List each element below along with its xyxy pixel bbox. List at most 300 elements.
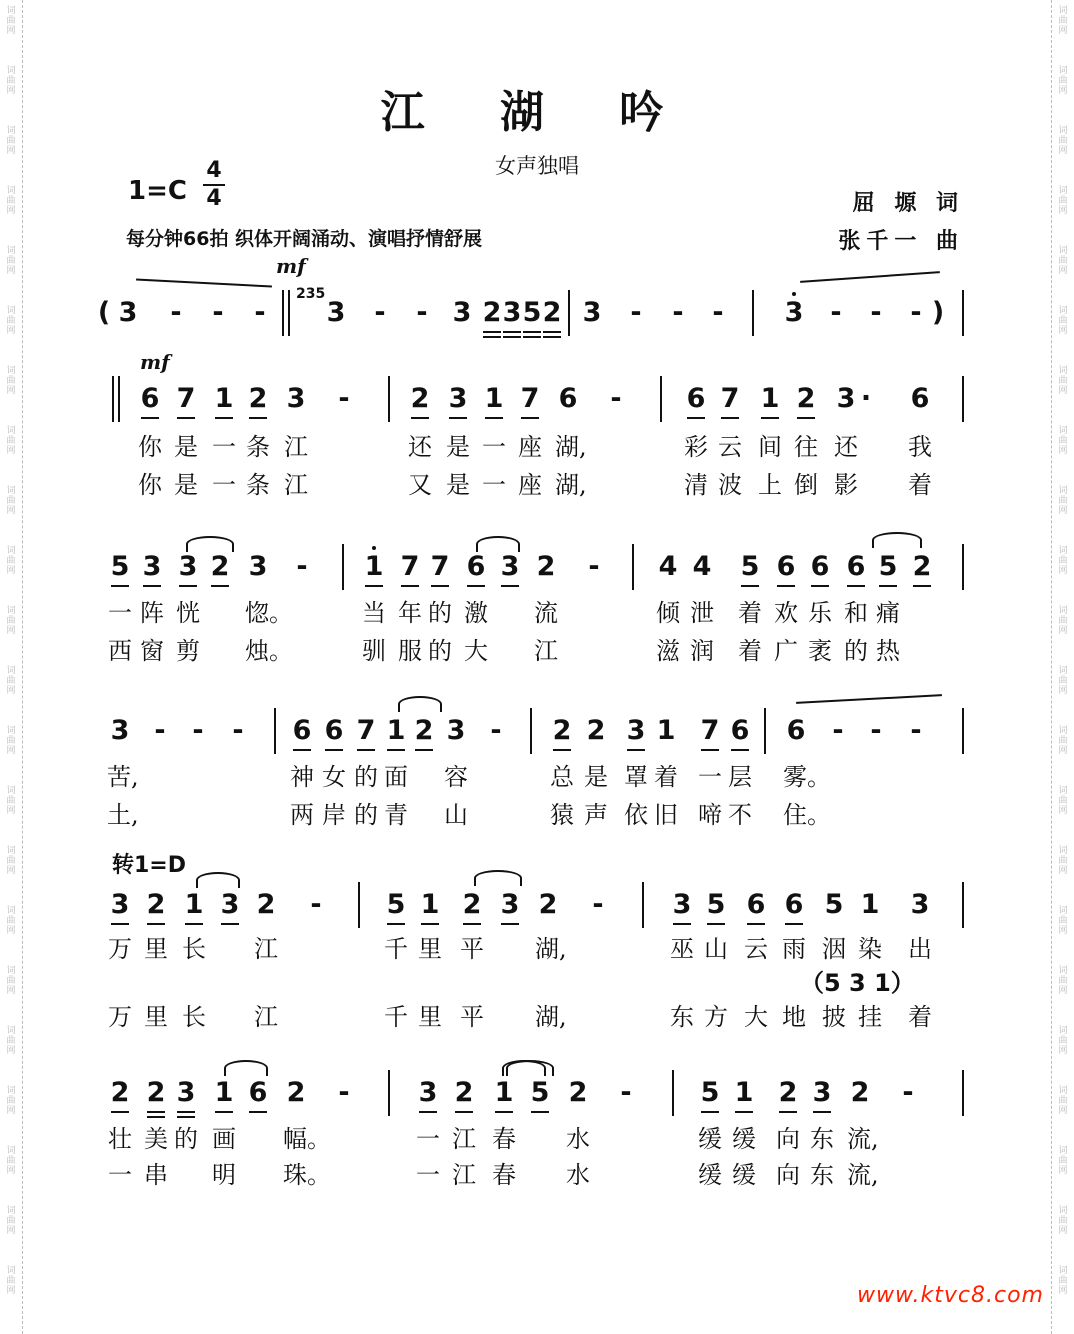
note: 3 <box>326 297 346 328</box>
lyric-char: 湖, <box>555 433 587 461</box>
watermark-text: 词 曲 网 <box>6 66 16 96</box>
watermark-text: 词 曲 网 <box>1058 726 1068 756</box>
note: 3 <box>784 297 804 328</box>
dynamic-marking-verse: mf <box>140 350 170 374</box>
tie-arc <box>506 1060 554 1076</box>
watermark-text: 词 曲 网 <box>6 606 16 636</box>
note: 3 <box>626 715 646 746</box>
note: 6 <box>686 383 706 414</box>
lyric-char: 着 <box>908 1003 932 1031</box>
barline <box>530 708 532 754</box>
lyric-char: 条 <box>246 433 270 461</box>
note: ) <box>931 297 945 328</box>
lyric-char: 是 <box>446 471 470 499</box>
lyric-char: 的 <box>428 599 452 627</box>
note: 1 <box>184 889 204 920</box>
cue-notes-row <box>0 968 1074 998</box>
note: - <box>490 715 502 746</box>
lyric-char: 你 <box>138 471 162 499</box>
note: 2 <box>538 889 558 920</box>
lyric-char: 神 <box>290 763 314 791</box>
lyric-char: 剪 <box>176 637 200 665</box>
lyric-char: 声 <box>584 801 608 829</box>
note: 6 <box>746 889 766 920</box>
note: 6 <box>810 551 830 582</box>
barline <box>672 1070 674 1116</box>
lyric-char: 啼 <box>698 801 722 829</box>
barline <box>568 290 570 336</box>
note: 5 <box>700 1077 720 1108</box>
lyric-char: 江 <box>452 1125 476 1153</box>
note: 2 <box>110 1077 130 1108</box>
barline <box>962 882 964 928</box>
watermark-text: 词 曲 网 <box>1058 786 1068 816</box>
barline <box>962 290 964 336</box>
lyric-char: 平 <box>460 1003 484 1031</box>
note: 3 <box>502 297 522 328</box>
barline <box>962 544 964 590</box>
watermark-text: 词 曲 网 <box>1058 966 1068 996</box>
lyric-char: 串 <box>144 1161 168 1189</box>
watermark-text: 词 曲 网 <box>6 306 16 336</box>
note: 5 <box>740 551 760 582</box>
lyric-char: 长 <box>182 1003 206 1031</box>
note: - <box>902 1077 914 1108</box>
lyric-char: 壮 <box>108 1125 132 1153</box>
note: 2 <box>542 297 562 328</box>
note: - <box>588 551 600 582</box>
lyric-char: 春 <box>492 1125 516 1153</box>
lyric-char: 乐 <box>808 599 832 627</box>
lyric-char: 江 <box>534 637 558 665</box>
note: 1 <box>494 1077 514 1108</box>
time-top: 4 <box>206 158 222 183</box>
barline <box>282 290 284 336</box>
time-bottom: 4 <box>203 184 225 212</box>
watermark-text: 词 曲 网 <box>1058 6 1068 36</box>
watermark-text: 词 曲 网 <box>1058 666 1068 696</box>
lyric-line-v1_4 <box>0 934 1074 964</box>
lyric-line-v1_3 <box>0 762 1074 792</box>
note: 2 <box>482 297 502 328</box>
watermark-text: 词 曲 网 <box>6 426 16 456</box>
lyric-char: 的 <box>428 637 452 665</box>
lyric-char: 又 <box>408 471 432 499</box>
note: 6 <box>786 715 806 746</box>
lyric-line-v1_5 <box>0 1124 1074 1154</box>
lyric-char: 是 <box>174 471 198 499</box>
note: 6 <box>140 383 160 414</box>
lyric-char: 上 <box>758 471 782 499</box>
lyric-char: 江 <box>284 471 308 499</box>
lyric-char: 画 <box>212 1125 236 1153</box>
tie-arc <box>186 536 234 552</box>
barline <box>342 544 344 590</box>
note: - <box>712 297 724 328</box>
note: 3 <box>178 551 198 582</box>
lyric-char: 是 <box>174 433 198 461</box>
note: 2 <box>248 383 268 414</box>
lyric-line-v2_2 <box>0 636 1074 666</box>
note: 7 <box>356 715 376 746</box>
note: 3 <box>220 889 240 920</box>
lyric-char: 雨 <box>782 935 806 963</box>
note: 6 <box>846 551 866 582</box>
lyric-char: 里 <box>418 935 442 963</box>
lyric-char: 服 <box>398 637 422 665</box>
lyric-char: 水 <box>566 1125 590 1153</box>
lyric-char: 恍 <box>176 599 200 627</box>
lyric-char: 总 <box>550 763 574 791</box>
watermark-text: 词 曲 网 <box>1058 546 1068 576</box>
watermark-text: 词 曲 网 <box>6 6 16 36</box>
note: - <box>192 715 204 746</box>
note: · <box>860 383 872 414</box>
barline <box>388 376 390 422</box>
lyric-char: 的 <box>354 801 378 829</box>
note: 2 <box>286 1077 306 1108</box>
note: - <box>610 383 622 414</box>
lyric-char: 一 <box>212 433 236 461</box>
barline <box>388 1070 390 1116</box>
modulation-marking: 转1=D <box>112 853 187 878</box>
lyric-char: 旧 <box>654 801 678 829</box>
note: - <box>630 297 642 328</box>
lyric-char: 山 <box>444 801 468 829</box>
note: 6 <box>730 715 750 746</box>
watermark-text: 词 曲 网 <box>1058 1086 1068 1116</box>
lyric-char: 东 <box>810 1125 834 1153</box>
lyric-char: 湖, <box>535 1003 567 1031</box>
barline <box>274 708 276 754</box>
barline <box>118 376 120 422</box>
lyric-char: 倒 <box>794 471 818 499</box>
lyric-char: 千 <box>384 935 408 963</box>
note: - <box>620 1077 632 1108</box>
watermark-text: 词 曲 网 <box>1058 1146 1068 1176</box>
watermark-text: 词 曲 网 <box>6 486 16 516</box>
lyric-char: 痛 <box>876 599 900 627</box>
lyric-char: 缓 <box>698 1125 722 1153</box>
tie-arc <box>224 1060 268 1076</box>
lyric-char: 云 <box>718 433 742 461</box>
lyric-line-v2_5 <box>0 1160 1074 1190</box>
barline <box>764 708 766 754</box>
lyric-char: 土, <box>107 801 139 829</box>
lyric-char: 雾。 <box>783 763 831 791</box>
note: - <box>374 297 386 328</box>
lyric-char: 烛。 <box>245 637 293 665</box>
watermark-text: 词 曲 网 <box>6 1086 16 1116</box>
note: 1 <box>734 1077 754 1108</box>
lyric-char: 里 <box>144 935 168 963</box>
note: 3 <box>500 551 520 582</box>
lyric-char: 江 <box>254 935 278 963</box>
lyric-char: 缓 <box>698 1161 722 1189</box>
watermark-text: 词 曲 网 <box>6 966 16 996</box>
lyric-char: 美 <box>144 1125 168 1153</box>
note: - <box>254 297 266 328</box>
note: 2 <box>912 551 932 582</box>
watermark-text: 词 曲 网 <box>1058 1026 1068 1056</box>
note: - <box>416 297 428 328</box>
watermark-text: 词 曲 网 <box>1058 906 1068 936</box>
note: 3 <box>448 383 468 414</box>
lyric-char: 泄 <box>690 599 714 627</box>
note: 2 <box>210 551 230 582</box>
watermark-text: 词 曲 网 <box>1058 846 1068 876</box>
barline <box>752 290 754 336</box>
note: 3 <box>812 1077 832 1108</box>
note: 7 <box>700 715 720 746</box>
lyric-char: 长 <box>182 935 206 963</box>
note: - <box>910 297 922 328</box>
lyric-char: 里 <box>418 1003 442 1031</box>
barline <box>962 708 964 754</box>
note: - <box>832 715 844 746</box>
lyric-char: 万 <box>108 1003 132 1031</box>
note: - <box>870 715 882 746</box>
slur-line <box>800 271 940 283</box>
lyric-line-v2_1 <box>0 470 1074 500</box>
lyric-char: 还 <box>408 433 432 461</box>
cue-notes: （5 3 1） <box>800 969 915 997</box>
lyric-char: 披 <box>822 1003 846 1031</box>
lyric-char: 面 <box>384 763 408 791</box>
note: 7 <box>400 551 420 582</box>
note: 5 <box>824 889 844 920</box>
note: 4 <box>692 551 712 582</box>
lyric-char: 东 <box>810 1161 834 1189</box>
watermark-text: 词 曲 网 <box>1058 606 1068 636</box>
lyric-line-v2_4 <box>0 1002 1074 1032</box>
note: 3 <box>176 1077 196 1108</box>
song-title: 江 湖 吟 <box>380 87 694 138</box>
lyric-char: 湖, <box>535 935 567 963</box>
lyric-char: 巫 <box>670 935 694 963</box>
lyric-char: 方 <box>704 1003 728 1031</box>
lyric-char: 岸 <box>322 801 346 829</box>
note: 1 <box>484 383 504 414</box>
note: 3 <box>248 551 268 582</box>
note: 5 <box>530 1077 550 1108</box>
note: 2 <box>586 715 606 746</box>
watermark-text: 词 曲 网 <box>1058 66 1068 96</box>
lyric-char: 大 <box>744 1003 768 1031</box>
lyric-char: 水 <box>566 1161 590 1189</box>
lyric-char: 江 <box>254 1003 278 1031</box>
note: ( <box>97 297 111 328</box>
lyric-char: 染 <box>858 935 882 963</box>
lyric-char: 苦, <box>107 763 139 791</box>
lyric-char: 波 <box>718 471 742 499</box>
barline <box>962 1070 964 1116</box>
watermark-text: 词 曲 网 <box>6 366 16 396</box>
tie-arc <box>398 696 442 712</box>
lyric-char: 间 <box>758 433 782 461</box>
tie-arc <box>872 532 922 548</box>
tempo-marking: 每分钟66拍 织体开阔涌动、演唱抒情舒展 <box>126 228 483 250</box>
lyric-char: 一 <box>108 1161 132 1189</box>
note: 1 <box>214 383 234 414</box>
note: - <box>830 297 842 328</box>
lyric-char: 年 <box>398 599 422 627</box>
watermark-text: 词 曲 网 <box>1058 426 1068 456</box>
slur-line <box>796 694 942 704</box>
note: 5 <box>522 297 542 328</box>
lyric-char: 万 <box>108 935 132 963</box>
watermark-text: 词 曲 网 <box>1058 246 1068 276</box>
lyric-char: 滋 <box>656 637 680 665</box>
lyric-char: 着 <box>654 763 678 791</box>
note: 6 <box>910 383 930 414</box>
lyric-char: 一 <box>416 1161 440 1189</box>
lyric-char: 的 <box>844 637 868 665</box>
note: 6 <box>248 1077 268 1108</box>
lyric-char: 惚。 <box>245 599 293 627</box>
note: 7 <box>520 383 540 414</box>
barline <box>962 376 964 422</box>
lyric-char: 驯 <box>362 637 386 665</box>
note: - <box>910 715 922 746</box>
lyric-char: 地 <box>782 1003 806 1031</box>
watermark-text: 词 曲 网 <box>6 786 16 816</box>
watermark-text: 词 曲 网 <box>1058 186 1068 216</box>
note: 3 <box>110 889 130 920</box>
note: 3 <box>286 383 306 414</box>
lyric-char: 猿 <box>550 801 574 829</box>
watermark-text: 词 曲 网 <box>1058 1266 1068 1296</box>
lyric-char: 流, <box>847 1161 879 1189</box>
watermark-text: 词 曲 网 <box>6 246 16 276</box>
lyric-char: 容 <box>444 763 468 791</box>
lyric-char: 女 <box>322 763 346 791</box>
lyric-char: 珠。 <box>283 1161 331 1189</box>
note: 7 <box>720 383 740 414</box>
lyric-char: 流 <box>534 599 558 627</box>
note: 3 <box>118 297 138 328</box>
site-url: www.ktvc8.com <box>856 1283 1044 1308</box>
tie-arc <box>476 536 520 552</box>
lyric-char: 座 <box>518 433 542 461</box>
note: 1 <box>760 383 780 414</box>
lyric-char: 你 <box>138 433 162 461</box>
note: - <box>870 297 882 328</box>
lyric-char: 一 <box>212 471 236 499</box>
lyric-char: 明 <box>212 1161 236 1189</box>
lyric-char: 窗 <box>140 637 164 665</box>
note: 3 <box>500 889 520 920</box>
lyric-char: 是 <box>584 763 608 791</box>
lyric-char: 江 <box>452 1161 476 1189</box>
watermark-text: 词 曲 网 <box>1058 486 1068 516</box>
lyric-line-v1_2 <box>0 598 1074 628</box>
note: 2 <box>536 551 556 582</box>
lyric-char: 依 <box>624 801 648 829</box>
lyric-char: 一 <box>698 763 722 791</box>
watermark-text: 词 曲 网 <box>6 846 16 876</box>
lyric-char: 两 <box>290 801 314 829</box>
lyric-char: 千 <box>384 1003 408 1031</box>
note: - <box>672 297 684 328</box>
lyric-char: 倾 <box>656 599 680 627</box>
lyric-char: 一 <box>482 471 506 499</box>
lyric-char: 着 <box>738 637 762 665</box>
time-signature <box>203 158 225 212</box>
note: 2 <box>552 715 572 746</box>
lyric-char: 一 <box>416 1125 440 1153</box>
note: - <box>212 297 224 328</box>
barline <box>112 376 114 422</box>
lyric-char: 向 <box>776 1161 800 1189</box>
lyric-char: 激 <box>464 599 488 627</box>
note: 1 <box>386 715 406 746</box>
note: 3 <box>672 889 692 920</box>
lyric-char: 阵 <box>140 599 164 627</box>
note: 1 <box>214 1077 234 1108</box>
lyric-char: 润 <box>690 637 714 665</box>
composer-credit: 张千一 曲 <box>838 228 964 254</box>
lyric-char: 罩 <box>624 763 648 791</box>
dynamic-marking-intro: mf <box>276 254 306 278</box>
lyric-line-v1_1 <box>0 432 1074 462</box>
note: 2 <box>414 715 434 746</box>
watermark-text: 词 曲 网 <box>6 1206 16 1236</box>
watermark-text: 词 曲 网 <box>1058 306 1068 336</box>
watermark-text: 词 曲 网 <box>6 1026 16 1056</box>
lyric-char: 彩 <box>684 433 708 461</box>
note: 3 <box>418 1077 438 1108</box>
lyric-char: 欢 <box>774 599 798 627</box>
lyric-char: 还 <box>834 433 858 461</box>
lyric-char: 春 <box>492 1161 516 1189</box>
lyric-char: 袤 <box>808 637 832 665</box>
lyric-char: 是 <box>446 433 470 461</box>
lyric-char: 的 <box>354 763 378 791</box>
lyric-char: 出 <box>908 935 932 963</box>
note: - <box>154 715 166 746</box>
note: - <box>170 297 182 328</box>
lyric-char: 一 <box>482 433 506 461</box>
lyric-char: 我 <box>908 433 932 461</box>
lyric-char: 和 <box>844 599 868 627</box>
lyric-char: 影 <box>834 471 858 499</box>
lyric-char: 层 <box>728 763 752 791</box>
note: 2 <box>778 1077 798 1108</box>
note: 5 <box>878 551 898 582</box>
lyric-char: 东 <box>670 1003 694 1031</box>
note: 6 <box>466 551 486 582</box>
lyric-char: 云 <box>744 935 768 963</box>
note: 2 <box>146 889 166 920</box>
note: 3 <box>446 715 466 746</box>
lyric-char: 当 <box>362 599 386 627</box>
tie-arc <box>196 872 240 888</box>
lyric-char: 平 <box>460 935 484 963</box>
lyric-char: 缓 <box>732 1125 756 1153</box>
note: 1 <box>420 889 440 920</box>
note: 2 <box>462 889 482 920</box>
lyric-char: 着 <box>908 471 932 499</box>
note: - <box>232 715 244 746</box>
note: 2 <box>256 889 276 920</box>
watermark-text: 词 曲 网 <box>6 1266 16 1296</box>
note: 2 <box>454 1077 474 1108</box>
watermark-text: 词 曲 网 <box>1058 366 1068 396</box>
note: 5 <box>706 889 726 920</box>
lyric-char: 江 <box>284 433 308 461</box>
note: - <box>310 889 322 920</box>
